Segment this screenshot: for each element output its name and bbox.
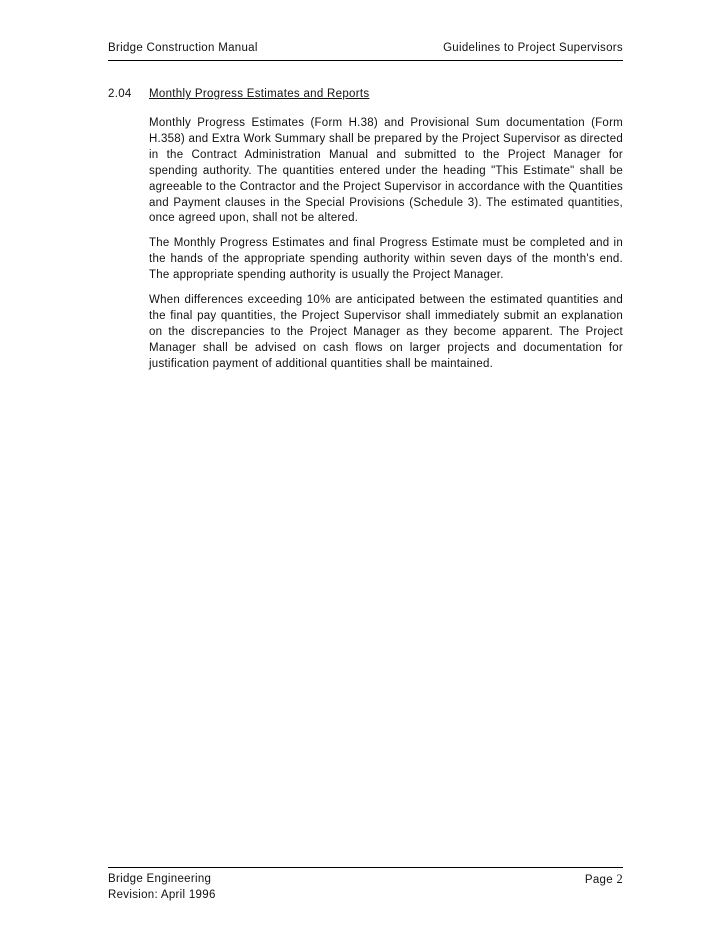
header-manual-title: Bridge Construction Manual (108, 42, 258, 54)
section-heading (108, 88, 623, 106)
page-number: 2 (616, 872, 623, 886)
page-label: Page (584, 874, 613, 886)
footer-revision: Revision: April 1996 (108, 889, 216, 901)
paragraph-1: Monthly Progress Estimates (Form H.38) and Provisional Sum documentation (Form H.358) and Extra Work Summary shall be prepared by the Project Supervisor as directed in the Contract Administration Manual and submitted to the Project Manager for spending authority. The quantities entered under the heading "This Estimate" shall be agreeable to the Contractor and the Project Supervisor in accordance with the Quantities and Payment clauses in the Special Provisions (Schedule 3). The estimated quantities, once agreed upon, shall not be altered. (149, 117, 623, 225)
paragraph-3: When differences exceeding 10% are anticipated between the estimated quantities and the final pay quantities, the Project Supervisor shall immediately submit an explanation on the discrepancies to the Project Manager as they become apparent. The Project Manager shall be advised on cash flows on larger projects and documentation for justification payment of additional quantities shall be maintained. (149, 294, 623, 370)
section-number: 2.04 (108, 88, 132, 100)
page-header (108, 42, 623, 60)
page-footer (108, 871, 623, 903)
section-title: Monthly Progress Estimates and Reports (149, 88, 370, 100)
section-body (149, 116, 623, 382)
paragraph-2: The Monthly Progress Estimates and final Progress Estimate must be completed and in the hands of the appropriate spending authority within seven days of the month's end. The appropriate spending authority is usually the Project Manager. (149, 237, 623, 282)
footer-divider (108, 867, 623, 868)
page-indicator (585, 871, 623, 888)
header-divider (108, 60, 623, 61)
header-section-title: Guidelines to Project Supervisors (443, 42, 623, 54)
footer-department: Bridge Engineering (108, 873, 212, 885)
